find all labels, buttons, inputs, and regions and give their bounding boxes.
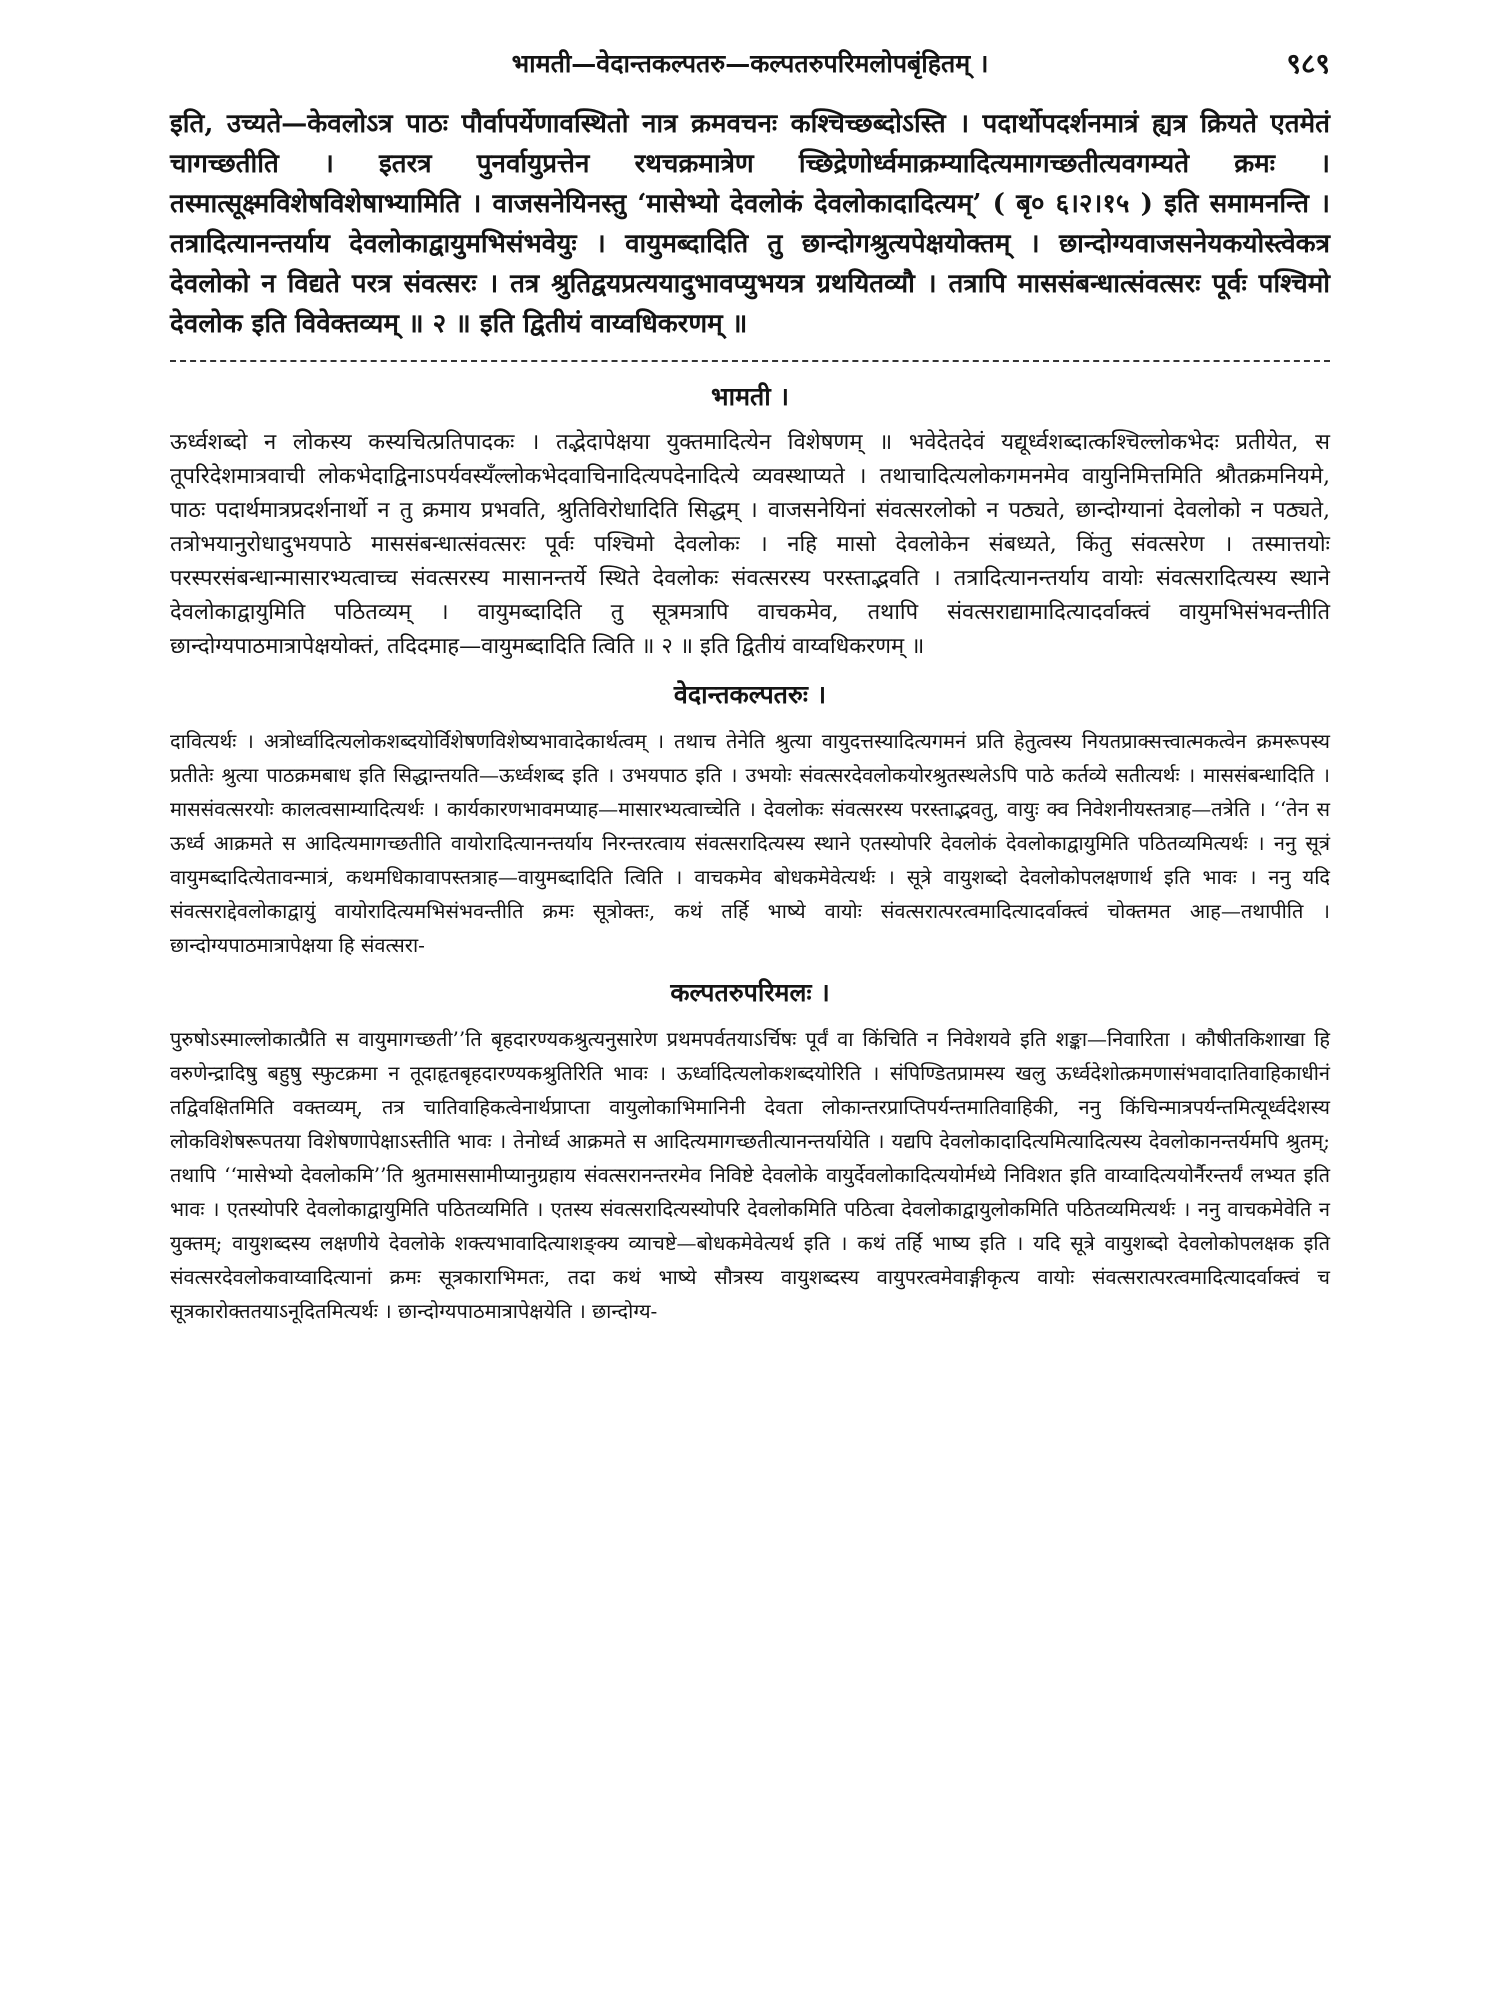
bhamati-paragraph: ऊर्ध्वशब्दो न लोकस्य कस्यचित्प्रतिपादकः । तद्भेदापेक्षया युक्तमादित्येन विशेषणम् ॥ भवेदेतदेवं यद्यूर्ध्वशब्दात्कश्चिल्लोकभेदः प्रतीयेत, स तूपरिदेशमात्रवाची लोकभेदाद्विनाऽपर्यवस्यँल्लोकभेदवाचिनादित्यपदेनादित्ये व्यवस्थाप्यते । तथाचादित्यलोकगमनमेव वायुनिमित्तमिति श्रौतक्रमनियमे, पाठः पदार्थमात्रप्रदर्शनार्थो न तु क्रमाय प्रभवति, श्रुतिविरोधादिति सिद्धम् । वाजसनेयिनां संवत्सरलोको न पठ्यते, छान्दोग्यानां देवलोको न पठ्यते, तत्रोभयानुरोधादुभयपाठे माससंबन्धात्संवत्सरः पूर्वः पश्चिमो देवलोकः । नहि मासो देवलोकेन संबध्यते, किंतु संवत्सरेण । तस्मात्तयोः परस्परसंबन्धान्मासारभ्यत्वाच्च संवत्सरस्य मासानन्तर्ये स्थिते देवलोकः संवत्सरस्य परस्ताद्भवति । तत्रादित्यानन्तर्याय वायोः संवत्सरादित्यस्य स्थाने देवलोकाद्वायुमिति पठितव्यम् । वायुमब्दादिति तु सूत्रमत्रापि वाचकमेव, तथापि संवत्सराद्यामादित्यादर्वाक्त्वं वायुमभिसंभवन्तीति छान्दोग्यपाठमात्रापेक्षयोक्तं, तदिदमाह—वायुमब्दादिति त्विति ॥ २ ॥ इति द्वितीयं वाय्वधिकरणम् ॥ bbox=[170, 430, 1330, 659]
bhamati-text-block bbox=[170, 426, 1330, 664]
top-commentary-block bbox=[170, 104, 1330, 344]
kalpataru-text-block bbox=[170, 724, 1330, 962]
bhamati-heading: भामती । bbox=[711, 382, 789, 411]
parimala-paragraph: पुरुषोऽस्माल्लोकात्प्रैति स वायुमागच्छती’’ति बृहदारण्यकश्रुत्यनुसारेण प्रथमपर्वतयाऽर्चिषः पूर्वं वा किंचिति न निवेशयवे इति शङ्का—निवारिता । कौषीतकिशाखा हि वरुणेन्द्रादिषु बहुषु स्फुटक्रमा न तूदाहृतबृहदारण्यकश्रुतिरिति भावः । ऊर्ध्वादित्यलोकशब्दयोरिति । संपिण्डितप्रामस्य खलु ऊर्ध्वदेशोत्क्रमणासंभवादातिवाहिकाधीनं तद्विवक्षितमिति वक्तव्यम्, तत्र चातिवाहिकत्वेनार्थप्राप्ता वायुलोकाभिमानिनी देवता लोकान्तरप्राप्तिपर्यन्तमातिवाहिकी, ननु किंचिन्मात्रपर्यन्तमित्यूर्ध्वदेशस्य लोकविशेषरूपतया विशेषणापेक्षाऽस्तीति भावः । तेनोर्ध्व आक्रमते स आदित्यमागच्छतीत्यानन्तर्यायेति । यद्यपि देवलोकादादित्यमित्यादित्यस्य देवलोकानन्तर्यमपि श्रुतम्; तथापि ‘‘मासेभ्यो देवलोकमि’’ति श्रुतमाससामीप्यानुग्रहाय संवत्सरानन्तरमेव निविष्टे देवलोके वायुर्देवलोकादित्ययोर्मध्ये निविशत इति वाय्वादित्ययोर्नैरन्तर्यं लभ्यत इति भावः । एतस्योपरि देवलोकाद्वायुमिति पठितव्यमिति । एतस्य संवत्सरादित्यस्योपरि देवलोकमिति पठित्वा देवलोकाद्वायुलोकमिति पठितव्यमित्यर्थः । ननु वाचकमेवेति न युक्तम्; वायुशब्दस्य लक्षणीये देवलोके शक्त्यभावादित्याशङ्क्य व्याचष्टे—बोधकमेवेत्यर्थ इति । कथं तर्हि भाष्य इति । यदि सूत्रे वायुशब्दो देवलोकोपलक्षक इति संवत्सरदेवलोकवाय्वादित्यानां क्रमः सूत्रकाराभिमतः, तदा कथं भाष्ये सौत्रस्य वायुशब्दस्य वायुपरत्वमेवाङ्गीकृत्य वायोः संवत्सरात्परत्वमादित्यादर्वाक्त्वं च सूत्रकारोक्ततयाऽनूदितमित्यर्थः । छान्दोग्यपाठमात्रापेक्षयेति । छान्दोग्य- bbox=[170, 1027, 1330, 1323]
parimala-heading: कल्पतरुपरिमलः । bbox=[670, 978, 830, 1007]
kalpataru-paragraph: दावित्यर्थः । अत्रोर्ध्वादित्यलोकशब्दयोर्विशेषणविशेष्यभावादेकार्थत्वम् । तथाच तेनेति श्रुत्या वायुदत्तस्यादित्यगमनं प्रति हेतुत्वस्य नियतप्राक्सत्त्वात्मकत्वेन क्रमरूपस्य प्रतीतेः श्रुत्या पाठक्रमबाध इति सिद्धान्तयति—ऊर्ध्वशब्द इति । उभयपाठ इति । उभयोः संवत्सरदेवलोकयोरश्रुतस्थलेऽपि पाठे कर्तव्ये सतीत्यर्थः । माससंबन्धादिति । माससंवत्सरयोः कालत्वसाम्यादित्यर्थः । कार्यकारणभावमप्याह—मासारभ्यत्वाच्चेति । देवलोकः संवत्सरस्य परस्ताद्भवतु, वायुः क्व निवेशनीयस्तत्राह—तत्रेति । ‘‘तेन स ऊर्ध्व आक्रमते स आदित्यमागच्छतीति वायोरादित्यानन्तर्याय निरन्तरत्वाय संवत्सरादित्यस्य स्थाने एतस्योपरि देवलोकं देवलोकाद्वायुमिति पठितव्यमित्यर्थः । ननु सूत्रं वायुमब्दादित्येतावन्मात्रं, कथमधिकावापस्तत्राह—वायुमब्दादिति त्विति । वाचकमेव बोधकमेवेत्यर्थः । सूत्रे वायुशब्दो देवलोकोपलक्षणार्थ इति भावः । ननु यदि संवत्सराद्देवलोकाद्वायुं वायोरादित्यमभिसंभवन्तीति क्रमः सूत्रोक्तः, कथं तर्हि भाष्ये वायोः संवत्सरात्परत्वमादित्यादर्वाक्त्वं चोक्तमत आह—तथापीति । छान्दोग्यपाठमात्रापेक्षया हि संवत्सरा- bbox=[170, 729, 1330, 957]
running-head bbox=[170, 38, 1330, 90]
running-title: भामती—वेदान्तकल्पतरु—कल्पतरुपरिमलोपबृंहितम् । bbox=[511, 49, 989, 78]
page-number: ९८९ bbox=[1286, 47, 1330, 80]
top-paragraph: इति, उच्यते—केवलोऽत्र पाठः पौर्वापर्येणावस्थितो नात्र क्रमवचनः कश्चिच्छब्दोऽस्ति । पदार्थोपदर्शनमात्रं ह्यत्र क्रियते एतमेतं चागच्छतीति । इतरत्र पुनर्वायुप्रत्तेन रथचक्रमात्रेण च्छिद्रेणोर्ध्वमाक्रम्यादित्यमागच्छतीत्यवगम्यते क्रमः । तस्मात्सूक्ष्मविशेषविशेषाभ्यामिति । वाजसनेयिनस्तु ‘मासेभ्यो देवलोकं देवलोकादादित्यम्’ ( बृ० ६।२।१५ ) इति समामनन्ति । तत्रादित्यानन्तर्याय देवलोकाद्वायुमभिसंभवेयुः । वायुमब्दादिति तु छान्दोगश्रुत्यपेक्षयोक्तम् । छान्दोग्यवाजसनेयकयोस्त्वेकत्र देवलोको न विद्यते परत्र संवत्सरः । तत्र श्रुतिद्वयप्रत्ययादुभावप्युभयत्र ग्रथयितव्यौ । तत्रापि माससंबन्धात्संवत्सरः पूर्वः पश्चिमो देवलोक इति विवेक्तव्यम् ॥ २ ॥ इति द्वितीयं वाय्वधिकरणम् ॥ bbox=[170, 109, 1330, 339]
section-divider bbox=[170, 360, 1330, 362]
kalpataru-heading: वेदान्तकल्पतरुः । bbox=[673, 680, 827, 709]
parimala-text-block bbox=[170, 1022, 1330, 1328]
